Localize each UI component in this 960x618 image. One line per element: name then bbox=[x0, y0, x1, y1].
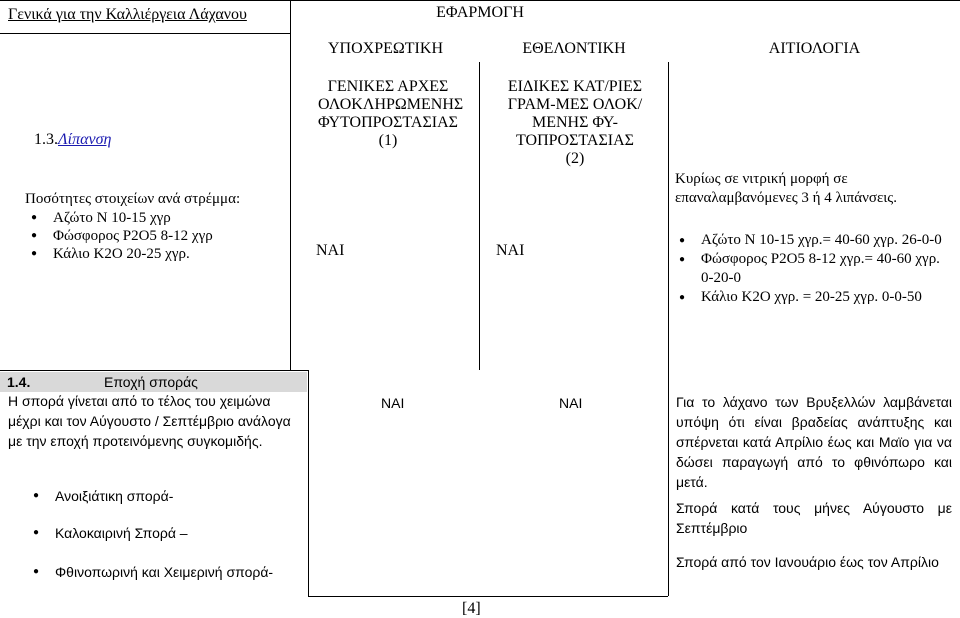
specific-categories-header: ΕΙΔΙΚΕΣ ΚΑΤ/ΡΙΕΣ ΓΡΑΜ-ΜΕΣ ΟΛΟΚ/ΜΕΝΗΣ ΦΥ-ΤΟΠΡΟΣΤΑΣΙΑΣ (2) bbox=[507, 78, 643, 167]
section-14-bullets bbox=[33, 486, 303, 582]
section-13-voluntary: ΝΑΙ bbox=[496, 242, 525, 259]
list-item: ● Κάλιο Κ2Ο χγρ. = 20-25 χγρ. 0-0-50 bbox=[679, 288, 945, 307]
list-item: ● Κάλιο Κ2Ο 20-25 χγρ. bbox=[31, 245, 287, 263]
section-14-heading: 1.4. Εποχή σποράς bbox=[0, 372, 307, 392]
page-number: [4] bbox=[462, 600, 481, 617]
col-divider-1 bbox=[290, 0, 291, 370]
justification-header: ΑΙΤΙΟΛΟΓΙΑ bbox=[768, 40, 861, 57]
col-divider-1b bbox=[308, 370, 309, 596]
row-divider bbox=[0, 370, 308, 371]
section-14-mandatory: ΝΑΙ bbox=[381, 395, 405, 411]
section-14-justification: Για το λάχανο των Βρυξελλών λαμβάνεται υπόψη ότι είναι βραδείας ανάπτυξης και σπέρνεται κατά Απρίλιο έως και Μαϊο για να δώσει παραγωγή από το φθινόπωρο και μετά. Σπορά κατά τους μήνες Αύγουστο με Σεπτέμβριο Σπορά από τον Ιανουάριο έως τον Απρίλιο bbox=[676, 394, 952, 570]
list-item: ● Αζώτο Ν 10-15 χγρ.= 40-60 χγρ. 26-0-0 bbox=[679, 231, 945, 250]
col-divider-2 bbox=[479, 62, 480, 370]
voluntary-header: ΕΘΕΛΟΝΤΙΚΗ bbox=[522, 40, 626, 57]
table-bottom-border bbox=[308, 596, 668, 597]
list-item: ● Ανοιξιάτικη σπορά- bbox=[33, 486, 303, 506]
list-item: ● Καλοκαιρινή Σπορά – bbox=[33, 523, 303, 543]
title-underline bbox=[0, 33, 290, 34]
general-principles-header: ΓΕΝΙΚΕΣ ΑΡΧΕΣ ΟΛΟΚΛΗΡΩΜΕΝΗΣ ΦΥΤΟΠΡΟΣΤΑΣΙΑΣ (1) bbox=[318, 78, 464, 149]
section-13-link[interactable]: Λίπανση bbox=[58, 131, 112, 148]
table-top-border bbox=[0, 0, 960, 1]
table-title: Γενικά για την Καλλιέργεια Λάχανου bbox=[8, 6, 247, 23]
section-14-voluntary: ΝΑΙ bbox=[559, 395, 583, 411]
col-divider-3 bbox=[668, 62, 669, 596]
list-item: ● Φώσφορος Ρ2Ο5 8-12 χγρ bbox=[31, 227, 287, 245]
list-item: ● Αζώτο Ν 10-15 χγρ bbox=[31, 209, 287, 227]
list-item: ● Φθινοπωρινή και Χειμερινή σπορά- bbox=[33, 562, 303, 582]
section-14-text: Η σπορά γίνεται από το τέλος του χειμώνα μέχρι και τον Αύγουστο / Σεπτέμβριο ανάλογα με την εποχή προτεινόμενης συγκομιδής. bbox=[8, 393, 291, 449]
mandatory-header: ΥΠΟΧΡΕΩΤΙΚΗ bbox=[328, 40, 443, 57]
section-13-body: Ποσότητες στοιχείων ανά στρέμμα: ● Αζώτο Ν 10-15 χγρ ● Φώσφορος Ρ2Ο5 8-12 χγρ ● Κάλιο Κ2Ο 20-25 χγρ. bbox=[25, 190, 287, 263]
application-header: ΕΦΑΡΜΟΓΗ bbox=[436, 4, 524, 21]
section-13-heading: 1.3.Λίπανση bbox=[34, 131, 112, 148]
list-item: ● Φώσφορος Ρ2Ο5 8-12 χγρ.= 40-60 χγρ. 0-20-0 bbox=[679, 250, 945, 288]
section-13-justification: Κυρίως σε νιτρική μορφή σε επαναλαμβανόμενες 3 ή 4 λιπάνσεις. ● Αζώτο Ν 10-15 χγρ.= 40-60 χγρ. 26-0-0 ● Φώσφορος Ρ2Ο5 8-12 χγρ.= 40-60 χγρ. 0-20-0 ● Κάλιο Κ2Ο χγρ. = 20-25 χγρ. 0-0-50 bbox=[675, 170, 945, 307]
section-13-mandatory: ΝΑΙ bbox=[316, 242, 345, 259]
